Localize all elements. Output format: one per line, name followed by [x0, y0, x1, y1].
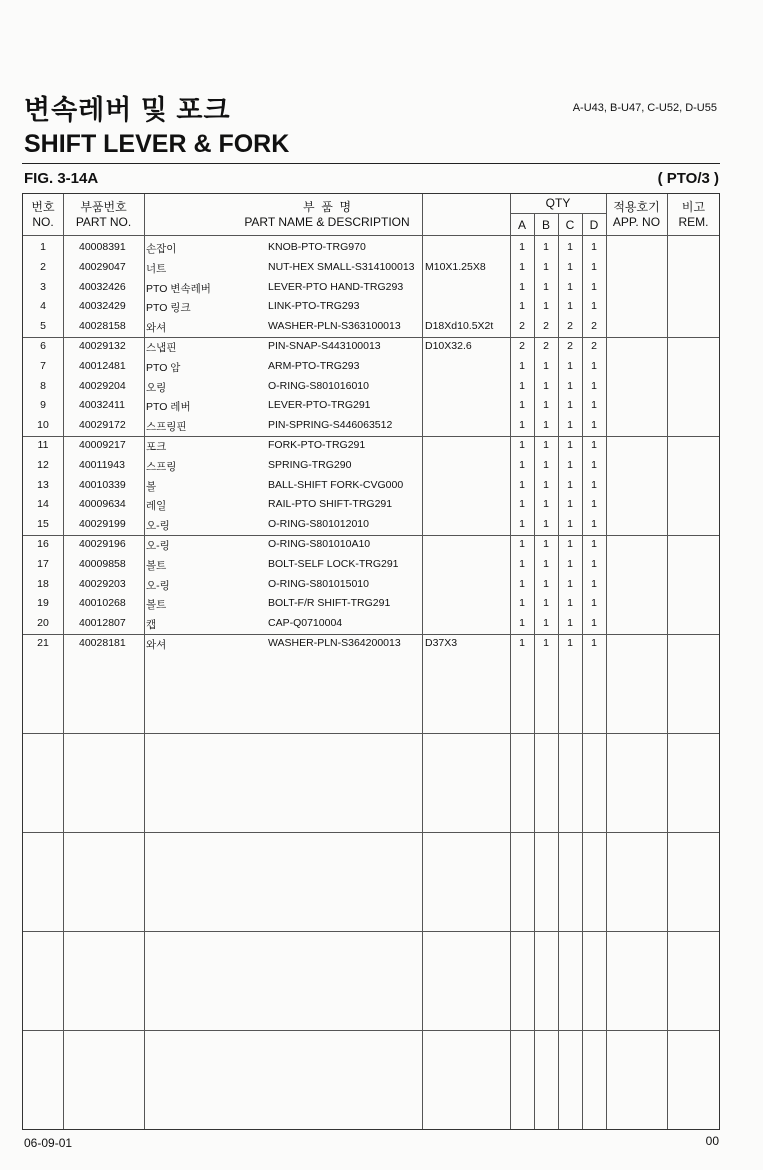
cell-ko: 오-링 — [146, 540, 170, 552]
cell-b: 1 — [543, 538, 549, 550]
cell-a: 1 — [519, 498, 525, 511]
header-no-en: NO. — [32, 215, 54, 229]
cell-c: 2 — [567, 320, 573, 333]
cell-c: 1 — [567, 518, 573, 531]
cell-ko: 스프링 — [146, 460, 177, 473]
cell-c: 2 — [567, 340, 573, 352]
table-row — [23, 278, 719, 298]
cell-d: 1 — [591, 458, 597, 471]
cell-part: 40010268 — [79, 597, 126, 610]
cell-a: 2 — [519, 340, 525, 352]
cell-desc: KNOB-PTO-TRG970 — [268, 241, 366, 253]
table-row — [23, 416, 719, 436]
cell-no: 6 — [40, 340, 46, 352]
cell-desc: CAP-Q0710004 — [268, 617, 343, 630]
cell-b: 2 — [543, 340, 549, 352]
cell-d: 1 — [591, 379, 597, 392]
table-row — [23, 396, 719, 416]
group-rule — [23, 733, 719, 734]
cell-desc: FORK-PTO-TRG291 — [268, 439, 366, 451]
cell-c: 1 — [567, 399, 573, 412]
cell-part: 40012807 — [79, 617, 126, 630]
cell-b: 1 — [543, 399, 549, 412]
cell-c: 1 — [567, 597, 573, 610]
cell-b: 1 — [543, 359, 549, 372]
cell-part: 40029199 — [79, 518, 126, 531]
cell-c: 1 — [567, 458, 573, 471]
header-app-en: APP. NO — [612, 215, 661, 229]
cell-no: 8 — [40, 379, 46, 392]
cell-b: 1 — [543, 419, 549, 432]
cell-d: 2 — [591, 340, 597, 352]
cell-a: 1 — [519, 538, 525, 550]
group-rule — [23, 931, 719, 932]
cell-ko: 손잡이 — [146, 243, 177, 255]
table-row — [23, 515, 719, 535]
cell-c: 1 — [567, 280, 573, 293]
header-part-ko: 부품번호 — [80, 200, 127, 214]
cell-b: 1 — [543, 458, 549, 471]
table-row — [23, 436, 719, 456]
cell-desc: LINK-PTO-TRG293 — [268, 300, 360, 313]
cell-spec: M10X1.25X8 — [425, 260, 486, 273]
table-row — [23, 456, 719, 476]
cell-c: 1 — [567, 439, 573, 451]
cell-no: 2 — [40, 260, 46, 273]
cell-d: 1 — [591, 419, 597, 432]
cell-ko: 너트 — [146, 262, 167, 275]
header-no — [23, 200, 63, 230]
cell-c: 1 — [567, 498, 573, 511]
cell-no: 3 — [40, 280, 46, 293]
header-app-ko: 적용호기 — [613, 200, 660, 214]
cell-no: 9 — [40, 399, 46, 412]
cell-d: 1 — [591, 498, 597, 511]
cell-ko: 와셔 — [146, 639, 167, 651]
cell-no: 7 — [40, 359, 46, 372]
cell-spec: D18Xd10.5X2t — [425, 320, 494, 333]
cell-ko: 오-링 — [146, 520, 170, 533]
cell-desc: WASHER-PLN-S363100013 — [268, 320, 401, 333]
cell-ko: PTO 링크 — [146, 302, 191, 315]
header-qty-a: A — [517, 218, 526, 232]
cell-d: 1 — [591, 399, 597, 412]
cell-a: 1 — [519, 557, 525, 570]
cell-desc: O-RING-S801016010 — [268, 379, 369, 392]
header-qty: QTY — [545, 196, 571, 210]
cell-desc: BALL-SHIFT FORK-CVG000 — [268, 478, 404, 491]
footer-date: 06-09-01 — [24, 1136, 73, 1150]
cell-a: 1 — [519, 577, 525, 590]
cell-b: 1 — [543, 260, 549, 273]
cell-part: 40009217 — [79, 439, 126, 451]
cell-b: 1 — [543, 280, 549, 293]
cell-part: 40011943 — [79, 458, 125, 471]
table-row — [23, 495, 719, 515]
cell-a: 1 — [519, 419, 525, 432]
cell-desc: ARM-PTO-TRG293 — [268, 359, 360, 372]
cell-d: 1 — [591, 577, 597, 590]
cell-ko: PTO 암 — [146, 361, 181, 374]
model-list: A-U43, B-U47, C-U52, D-U55 — [572, 102, 717, 114]
cell-b: 1 — [543, 557, 549, 570]
header-qty-b: B — [541, 218, 550, 232]
cell-a: 1 — [519, 260, 525, 273]
table-row — [23, 535, 719, 555]
header-name-ko: 부 품 명 — [302, 200, 352, 214]
cell-b: 1 — [543, 617, 549, 630]
cell-d: 1 — [591, 637, 597, 649]
cell-c: 1 — [567, 538, 573, 550]
cell-part: 40028181 — [79, 637, 126, 649]
cell-c: 1 — [567, 241, 573, 253]
cell-b: 1 — [543, 518, 549, 531]
cell-desc: PIN-SNAP-S443100013 — [268, 340, 381, 352]
header-no-ko: 번호 — [31, 200, 55, 214]
cell-part: 40012481 — [79, 359, 126, 372]
cell-c: 1 — [567, 617, 573, 630]
cell-a: 1 — [519, 617, 525, 630]
cell-no: 13 — [37, 478, 49, 491]
cell-c: 1 — [567, 478, 573, 491]
table-row — [23, 258, 719, 278]
cell-ko: 와셔 — [146, 322, 167, 335]
cell-c: 1 — [567, 577, 573, 590]
cell-desc: WASHER-PLN-S364200013 — [268, 637, 401, 649]
cell-b: 1 — [543, 597, 549, 610]
cell-part: 40009634 — [79, 498, 126, 511]
header-rule — [23, 235, 719, 236]
cell-c: 1 — [567, 379, 573, 392]
table-row — [23, 238, 719, 258]
cell-no: 4 — [40, 300, 46, 313]
cell-part: 40032411 — [79, 399, 125, 412]
cell-part: 40009858 — [79, 557, 126, 570]
table-row — [23, 594, 719, 614]
cell-a: 1 — [519, 379, 525, 392]
cell-ko: 포크 — [146, 441, 167, 453]
cell-ko: 볼트 — [146, 559, 167, 572]
table-row — [23, 357, 719, 377]
cell-ko: 스프링핀 — [146, 421, 187, 434]
cell-no: 12 — [37, 458, 49, 471]
cell-c: 1 — [567, 637, 573, 649]
cell-part: 40029172 — [79, 419, 126, 432]
cell-ko: 오링 — [146, 381, 167, 394]
cell-no: 17 — [37, 557, 49, 570]
cell-no: 20 — [37, 617, 49, 630]
header-qty-d: D — [589, 218, 599, 232]
parts-table — [22, 193, 720, 1130]
cell-d: 1 — [591, 439, 597, 451]
cell-no: 5 — [40, 320, 46, 333]
cell-desc: BOLT-F/R SHIFT-TRG291 — [268, 597, 391, 610]
cell-c: 1 — [567, 300, 573, 313]
cell-desc: PIN-SPRING-S446063512 — [268, 419, 393, 432]
header-name-en: PART NAME & DESCRIPTION — [244, 215, 410, 229]
table-row — [23, 476, 719, 496]
cell-desc: O-RING-S801015010 — [268, 577, 369, 590]
table-row — [23, 317, 719, 337]
cell-part: 40029204 — [79, 379, 126, 392]
title-rule — [22, 163, 720, 164]
cell-b: 1 — [543, 241, 549, 253]
table-row — [23, 377, 719, 397]
cell-desc: SPRING-TRG290 — [268, 458, 352, 471]
cell-desc: O-RING-S801010A10 — [268, 538, 371, 550]
cell-b: 1 — [543, 498, 549, 511]
cell-b: 1 — [543, 300, 549, 313]
cell-a: 1 — [519, 439, 525, 451]
cell-b: 2 — [543, 320, 549, 333]
figure-number: FIG. 3-14A — [24, 170, 99, 187]
cell-no: 16 — [37, 538, 49, 550]
cell-c: 1 — [567, 359, 573, 372]
cell-ko: 스냅핀 — [146, 342, 177, 354]
header-name — [144, 200, 510, 230]
table-row — [23, 614, 719, 634]
cell-d: 1 — [591, 359, 597, 372]
cell-ko: 캡 — [146, 619, 157, 632]
table-row — [23, 555, 719, 575]
header-app — [606, 200, 667, 230]
section-label: ( PTO/3 ) — [657, 170, 719, 187]
cell-c: 1 — [567, 419, 573, 432]
header-rem-ko: 비고 — [681, 200, 706, 214]
cell-part: 40010339 — [79, 478, 126, 491]
cell-c: 1 — [567, 260, 573, 273]
qty-rule — [510, 213, 606, 214]
cell-d: 1 — [591, 260, 597, 273]
cell-b: 1 — [543, 439, 549, 451]
cell-desc: LEVER-PTO-TRG291 — [268, 399, 371, 412]
cell-desc: RAIL-PTO SHIFT-TRG291 — [268, 498, 393, 511]
cell-d: 1 — [591, 518, 597, 531]
cell-desc: LEVER-PTO HAND-TRG293 — [268, 280, 404, 293]
table-row — [23, 337, 719, 357]
cell-no: 14 — [37, 498, 49, 511]
cell-d: 1 — [591, 538, 597, 550]
cell-spec: D37X3 — [425, 637, 458, 649]
title-korean: 변속레버 및 포크 — [24, 95, 231, 125]
cell-b: 1 — [543, 478, 549, 491]
cell-a: 1 — [519, 478, 525, 491]
cell-desc: O-RING-S801012010 — [268, 518, 369, 531]
cell-b: 1 — [543, 379, 549, 392]
cell-d: 1 — [591, 617, 597, 630]
cell-part: 40029203 — [79, 577, 126, 590]
header-part-en: PART NO. — [75, 215, 132, 229]
group-rule — [23, 1030, 719, 1031]
cell-a: 1 — [519, 458, 525, 471]
cell-d: 1 — [591, 478, 597, 491]
cell-d: 1 — [591, 557, 597, 570]
cell-no: 1 — [40, 241, 46, 253]
page-number: 00 — [705, 1134, 719, 1148]
cell-ko: PTO 변속레버 — [146, 282, 211, 295]
cell-ko: 오-링 — [146, 579, 170, 592]
cell-ko: 볼트 — [146, 599, 167, 612]
cell-d: 2 — [591, 320, 597, 333]
cell-part: 40029196 — [79, 538, 126, 550]
cell-no: 19 — [37, 597, 49, 610]
cell-a: 1 — [519, 597, 525, 610]
cell-no: 15 — [37, 518, 49, 531]
header-rem-en: REM. — [678, 215, 709, 229]
cell-d: 1 — [591, 597, 597, 610]
cell-part: 40029047 — [79, 260, 126, 273]
cell-part: 40029132 — [79, 340, 126, 352]
cell-a: 1 — [519, 280, 525, 293]
cell-no: 11 — [37, 439, 49, 451]
cell-c: 1 — [567, 557, 573, 570]
cell-no: 18 — [37, 577, 49, 590]
group-rule — [23, 832, 719, 833]
header-part — [63, 200, 144, 230]
cell-d: 1 — [591, 280, 597, 293]
cell-part: 40032429 — [79, 300, 126, 313]
cell-no: 21 — [37, 637, 49, 649]
cell-a: 1 — [519, 637, 525, 649]
cell-b: 1 — [543, 637, 549, 649]
cell-ko: 레일 — [146, 500, 167, 513]
cell-d: 1 — [591, 300, 597, 313]
table-row — [23, 634, 719, 654]
cell-spec: D10X32.6 — [425, 340, 472, 352]
cell-desc: NUT-HEX SMALL-S314100013 — [268, 260, 415, 273]
table-row — [23, 297, 719, 317]
cell-a: 1 — [519, 300, 525, 313]
cell-a: 1 — [519, 359, 525, 372]
table-row — [23, 575, 719, 595]
cell-a: 1 — [519, 518, 525, 531]
cell-ko: 볼 — [146, 480, 157, 493]
cell-part: 40008391 — [79, 241, 126, 253]
cell-a: 1 — [519, 241, 525, 253]
cell-desc: BOLT-SELF LOCK-TRG291 — [268, 557, 399, 570]
cell-b: 1 — [543, 577, 549, 590]
cell-d: 1 — [591, 241, 597, 253]
cell-part: 40032426 — [79, 280, 126, 293]
title-english: SHIFT LEVER & FORK — [24, 130, 290, 158]
header-qty-c: C — [565, 218, 575, 232]
cell-a: 1 — [519, 399, 525, 412]
header-rem — [667, 200, 720, 230]
cell-a: 2 — [519, 320, 525, 333]
cell-ko: PTO 레버 — [146, 401, 191, 414]
cell-no: 10 — [37, 419, 49, 432]
cell-part: 40028158 — [79, 320, 126, 333]
